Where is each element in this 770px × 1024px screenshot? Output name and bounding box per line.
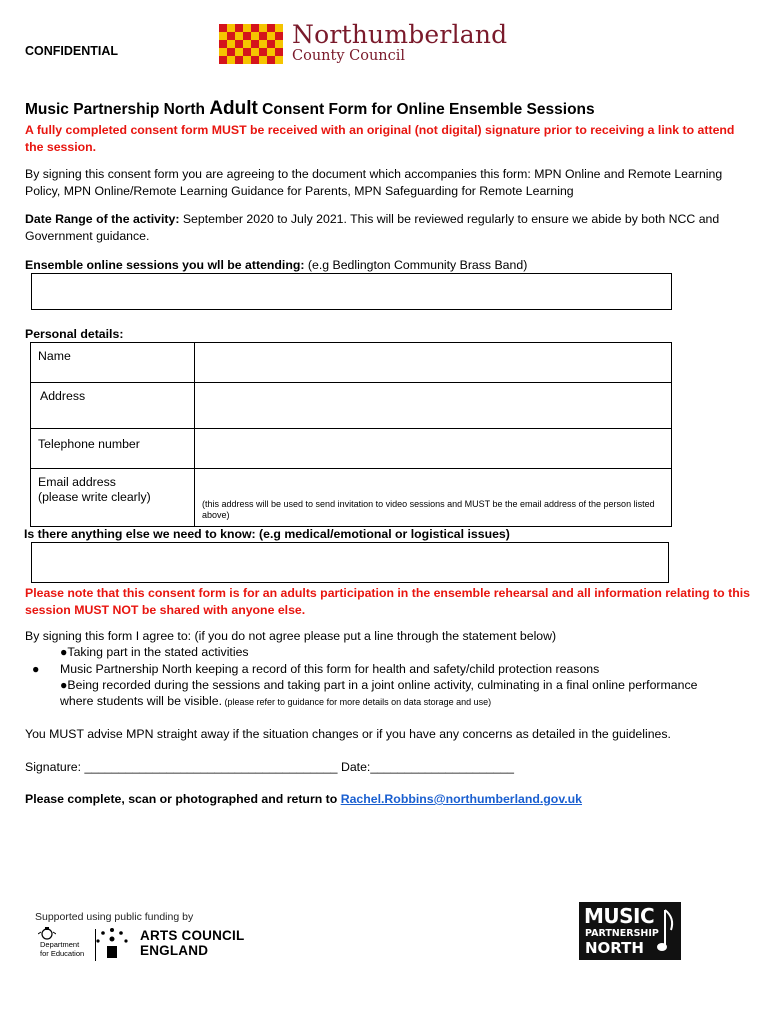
royal-crest-icon: [38, 927, 56, 940]
page-title: [25, 98, 595, 120]
arts-council-icon: [92, 926, 132, 964]
personal-details-table: [30, 342, 672, 527]
address-input[interactable]: [195, 383, 672, 429]
org-subtitle: County Council: [292, 48, 406, 64]
signature-line: [25, 759, 737, 776]
agreement-item-3-note: (please refer to guidance for more details on data storage and use): [222, 697, 492, 708]
agreement-intro: By signing this form I agree to: (if you do not agree please put a line through the statement below): [25, 629, 557, 643]
agreement-item-2: [25, 661, 755, 677]
personal-heading: Personal details:: [25, 327, 124, 341]
email-label: [31, 469, 195, 527]
phone-label: Telephone number: [31, 429, 195, 469]
name-label: Name: [31, 343, 195, 383]
title-part1: Music Partnership North: [25, 101, 210, 118]
confidential-label: CONFIDENTIAL: [25, 44, 119, 58]
arts-council-logo: [140, 928, 244, 958]
funding-statement: Supported using public funding by: [35, 911, 194, 923]
return-text: Please complete, scan or photographed and return to: [25, 792, 341, 806]
name-input[interactable]: [195, 343, 672, 383]
dfe-line1: Department: [40, 940, 80, 949]
mpn-line2: PARTNERSHIP: [585, 928, 659, 939]
extra-info-input[interactable]: [31, 542, 669, 583]
ensemble-hint: (e.g Bedlington Community Brass Band): [304, 258, 528, 272]
extra-info-label: Is there anything else we need to know: (e.g medical/emotional or logistical issues): [24, 527, 510, 541]
agreement-item-3-text: where students will be visible.: [60, 694, 222, 709]
dfe-line2: for Education: [40, 948, 85, 958]
ac-line2: ENGLAND: [140, 943, 209, 958]
ensemble-label: Ensemble online sessions you wll be attending:: [25, 258, 305, 272]
email-note: (this address will be used to send invitation to video sessions and MUST be the email address of the person listed above): [202, 499, 655, 520]
mpn-logo: [579, 902, 681, 960]
bullet-icon: ●: [32, 661, 40, 676]
return-instructions: [25, 791, 755, 808]
mpn-line1: MUSIC: [584, 904, 655, 928]
ensemble-input[interactable]: [31, 273, 672, 310]
title-part3: Consent Form for Online Ensemble Sessions: [257, 101, 595, 118]
email-label-line2: (please write clearly): [38, 490, 151, 504]
date-range: [25, 211, 737, 245]
music-note-icon: [657, 908, 677, 954]
email-input[interactable]: [195, 469, 672, 527]
agreement-item-3: ●Being recorded during the sessions and taking part in a joint online activity, culminating in a final online performance: [60, 677, 698, 692]
advise-text: You MUST advise MPN straight away if the situation changes or if you have any concerns as detailed in the guidelines.: [25, 727, 671, 741]
signature-warning: A fully completed consent form MUST be received with an original (not digital) signature prior to receiving a link to attend the session.: [25, 123, 735, 154]
agreement-item-1: ●Taking part in the stated activities: [60, 645, 249, 660]
agreement-item-3-cont: [25, 693, 755, 710]
ac-line1: ARTS COUNCIL: [140, 928, 245, 943]
sharing-notice: Please note that this consent form is for an adults participation in the ensemble rehearsal and all information relating to this session MUST NOT be shared with anyone else.: [25, 586, 750, 617]
signature-field[interactable]: Signature: _____________________________________: [25, 760, 341, 774]
return-email-link[interactable]: Rachel.Robbins@northumberland.gov.uk: [340, 792, 583, 806]
org-name: Northumberland: [292, 20, 508, 49]
phone-input[interactable]: [195, 429, 672, 469]
email-label-line1: Email address: [38, 475, 116, 489]
date-field[interactable]: Date:_____________________: [340, 760, 514, 774]
agreement-list: [25, 628, 755, 710]
date-range-text: September 2020 to July 2021. This will be reviewed regularly to ensure we abide by both NCC and Government guidance.: [25, 212, 720, 243]
northumberland-crest-icon: [219, 24, 283, 64]
address-label: Address: [31, 383, 195, 429]
title-part2: Adult: [209, 98, 258, 119]
agreement-text: By signing this consent form you are agreeing to the document which accompanies this form: MPN Online and Remote Learning Policy, MPN Online/Remote Learning Guidance for Parents, MPN Safeguarding for Remote Learning: [25, 167, 723, 198]
agreement-item-2-text: Music Partnership North keeping a record of this form for health and safety/child protection reasons: [60, 661, 600, 676]
date-range-label: Date Range of the activity:: [25, 212, 180, 226]
mpn-line3: NORTH: [585, 939, 644, 957]
dfe-logo: [40, 941, 84, 958]
ensemble-question: [25, 257, 737, 274]
